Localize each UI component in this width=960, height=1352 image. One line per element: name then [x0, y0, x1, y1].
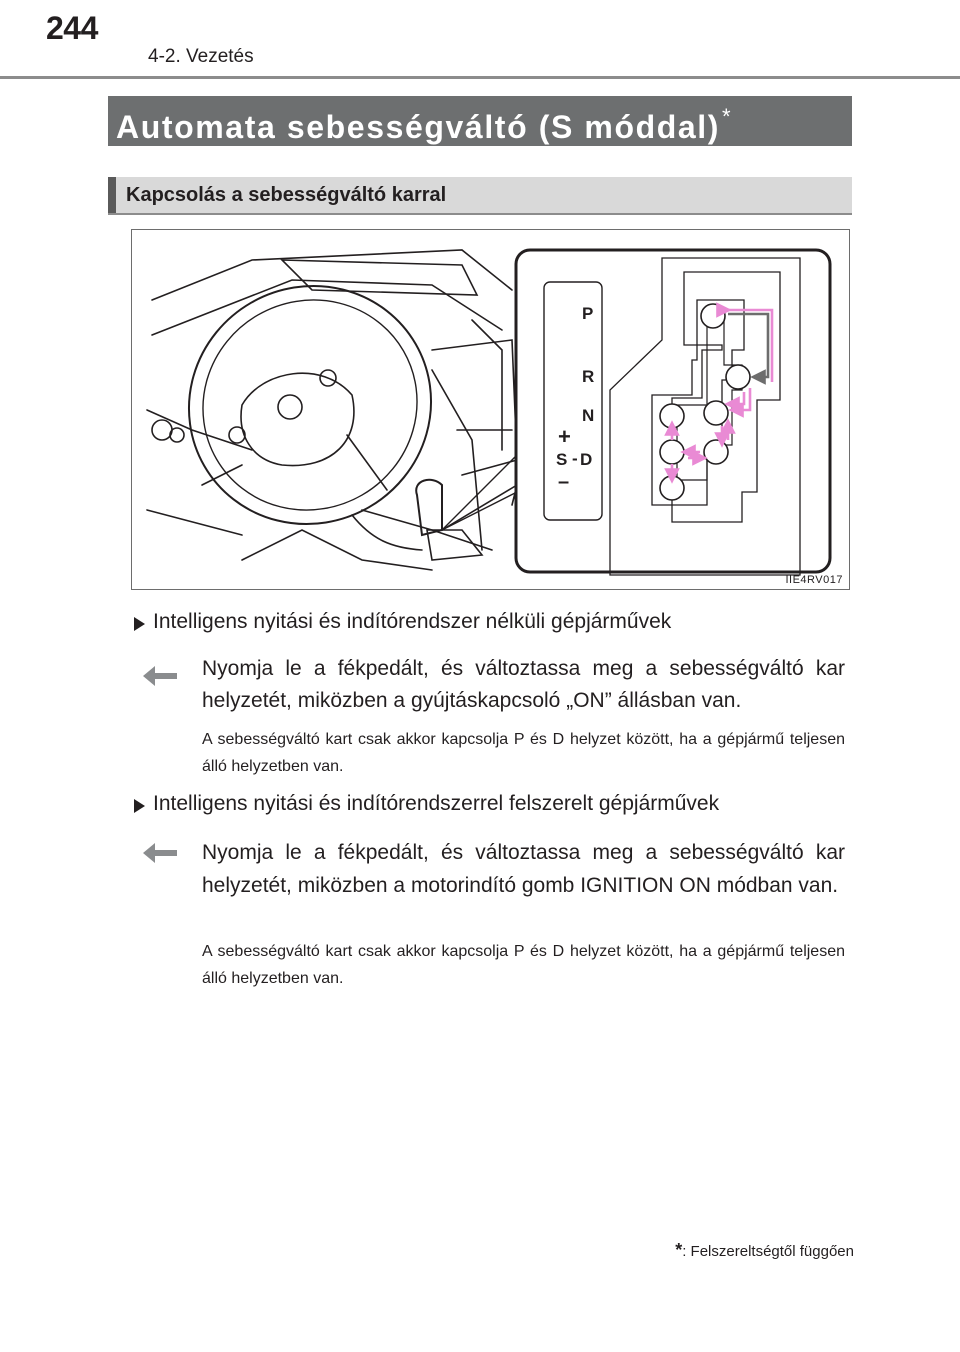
note-text-2: A sebességváltó kart csak akkor kapcsolja P és D helyzet között, ha a gépjármű teljesen álló helyzetben van. — [202, 943, 845, 987]
bullet-arrow-icon — [134, 617, 145, 631]
label-plus: + — [558, 424, 571, 449]
title-bar — [108, 96, 852, 146]
step-arrow-icon — [143, 841, 177, 865]
step-arrow-icon — [143, 664, 177, 688]
figure-code: IIE4RV017 — [785, 574, 843, 586]
section-label: 4-2. Vezetés — [148, 46, 254, 67]
subtitle-bar — [108, 177, 852, 215]
gate-position-s — [660, 440, 684, 464]
label-s: S — [556, 450, 568, 469]
gate-position-s-minus — [660, 476, 684, 500]
illustration — [132, 230, 849, 589]
section-heading-2-text: Intelligens nyitási és indítórendszerrel felszerelt gépjárművek — [153, 792, 720, 815]
label-n: N — [582, 406, 595, 425]
section-heading-1-text: Intelligens nyitási és indítórendszer nélküli gépjárművek — [153, 610, 672, 633]
label-dash: - — [572, 449, 578, 468]
gate-position-n — [704, 401, 728, 425]
bullet-arrow-icon — [134, 799, 145, 813]
gate-position-r — [726, 365, 750, 389]
page-title — [116, 104, 732, 146]
label-d: D — [580, 450, 593, 469]
gate-position-p — [701, 304, 725, 328]
title-asterisk: * — [722, 104, 733, 129]
label-r: R — [582, 367, 595, 386]
note-text-1: A sebességváltó kart csak akkor kapcsolja P és D helyzet között, ha a gépjármű teljesen álló helyzetben van. — [202, 731, 845, 775]
page-number: 244 — [46, 10, 98, 46]
subtitle-accent — [108, 177, 116, 213]
footnote — [675, 1240, 854, 1261]
footnote-asterisk: * — [675, 1240, 683, 1260]
footnote-text: : Felszereltségtől függően — [682, 1243, 854, 1260]
step-text-2: Nyomja le a fékpedált, és változtassa meg a sebességváltó kar helyzetét, miközben a motorindító gomb IGNITION ON módban van. — [202, 841, 845, 897]
label-p: P — [582, 304, 594, 323]
step-text-1: Nyomja le a fékpedált, és változtassa meg a sebességváltó kar helyzetét, miközben a gyújtáskapcsoló „ON” állásban van. — [202, 657, 845, 712]
label-minus: – — [558, 471, 570, 493]
header-divider — [0, 76, 960, 79]
subtitle-text: Kapcsolás a sebességváltó karral — [126, 184, 447, 206]
page-title-text: Automata sebességváltó (S móddal) — [116, 109, 721, 145]
shift-lever-figure — [131, 229, 850, 590]
gate-position-s-plus — [660, 404, 684, 428]
gate-position-d — [704, 440, 728, 464]
